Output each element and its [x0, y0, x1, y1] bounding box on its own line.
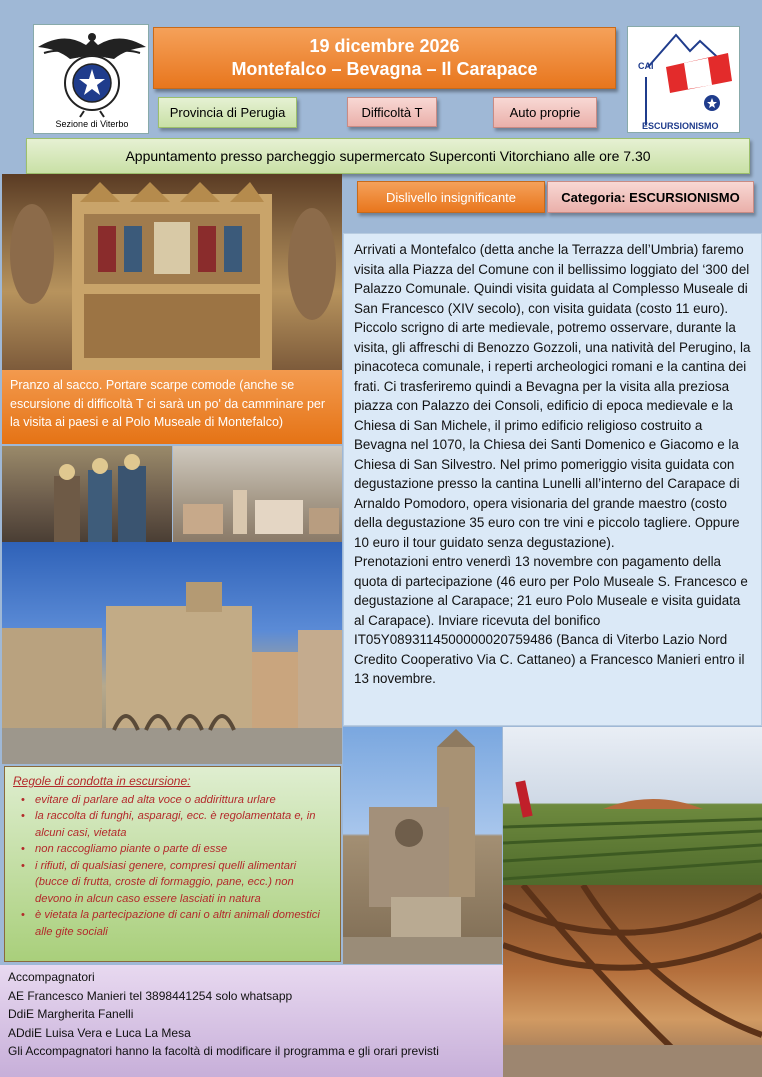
section-caption: Sezione di Viterbo — [55, 119, 129, 129]
event-date: 19 dicembre 2026 — [309, 36, 460, 56]
transport-tag: Auto proprie — [493, 97, 597, 128]
elevation-tag: Dislivello insignificante — [357, 181, 545, 213]
mountain-flag-icon — [628, 27, 741, 134]
guide-leader: AE Francesco Manieri tel 3898441254 solo whatsapp — [8, 988, 293, 1003]
rule-item: • i rifiuti, di qualsiasi genere, compresi quelli alimentari (bucce di frutta, croste di formaggio, pane, ecc.) non devono in alcun caso essere lasciati in natura — [25, 858, 332, 908]
guides-box — [0, 965, 503, 1077]
bevagna-church-photo — [343, 727, 502, 964]
program-paragraph: Arrivati a Montefalco (detta anche la Terrazza dell’Umbria) faremo visita alla Piazza del Comune con il bellissimo loggiato del ‘300 del Palazzo Comunale. Quindi visita guidata al Complesso Museale di San Francesco (XIV secolo), con visita guidata (costo 11 euro). Piccolo scrigno di arte medievale, potremo osservare, durante la visita, gli affreschi di Benozzo Gozzoli, una natività del Perugino, la pinacoteca comunale, i reperti archeologici romani e la cantina dei frati. Ci trasferiremo quindi a Bevagna per la visita alla preziosa piazza con Palazzo dei Consoli, edificio di epoca medievale e la Chiesa di San Michele, il primo edificio religioso costruito a Bevagna nel 1070, la Chiesa dei Santi Domenico e Giacomo e la Chiesa di San Silvestro. Nel primo pomeriggio visita guidata con degustazione presso la cantina Lunelli all’interno del Carapace di Arnaldo Pomodoro, opera visionaria del grande maestro (costo della degustazione 35 euro con tre vini e piccolo tagliere. Oppure 10 euro il tour guidato senza degustazione). — [354, 242, 751, 550]
fresco-altarpiece-photo — [2, 174, 342, 370]
difficulty-tag: Difficoltà T — [347, 97, 437, 127]
rule-item: • è vietata la partecipazione di cani o altri animali domestici alle gite sociali — [25, 907, 332, 940]
hilltown-photo — [173, 446, 342, 542]
conduct-rules-box — [4, 766, 341, 962]
cai-label: CAI — [638, 61, 654, 71]
rules-title: Regole di condotta in escursione: — [13, 774, 191, 788]
rule-item: • evitare di parlare ad alta voce o addirittura urlare — [25, 792, 332, 809]
booking-paragraph: Prenotazioni entro venerdì 13 novembre con pagamento della quota di partecipazione (46 euro per Polo Museale S. Francesco e degustazione al Carapace; 21 euro Polo Museale e visita guidata al Carapace). Inviare ricevuta del bonifico IT05Y0893114500000020759486 (Banca di Viterbo Lazio Nord Credito Cooperativo Via C. Cattaneo) a Francesco Manieri entro il 13 novembre. — [354, 554, 748, 686]
escursionismo-label: ESCURSIONISMO — [642, 121, 719, 131]
guides-title: Accompagnatori — [8, 970, 95, 984]
rules-list — [13, 792, 332, 941]
carapace-interior-photo — [503, 885, 762, 1077]
guide-assistants: ADdiE Luisa Vera e Luca La Mesa — [8, 1025, 191, 1040]
cai-viterbo-logo — [33, 24, 149, 134]
cai-escursionismo-logo — [627, 26, 740, 133]
carapace-winery-photo — [503, 727, 762, 885]
meeting-point-banner: Appuntamento presso parcheggio supermercato Superconti Vitorchiano alle ore 7.30 — [26, 138, 750, 174]
category-tag: Categoria: ESCURSIONISMO — [547, 181, 754, 213]
rule-item: • non raccogliamo piante o parte di esse — [25, 841, 332, 858]
province-tag: Provincia di Perugia — [158, 97, 297, 128]
lunch-note: Pranzo al sacco. Portare scarpe comode (anche se escursione di difficoltà T ci sarà un po' da camminare per la visita ai paesi e al Polo Museale di Montefalco) — [2, 370, 342, 444]
rule-item: • la raccolta di funghi, asparagi, ecc. è regolamentata e, in alcuni casi, vietata — [25, 808, 332, 841]
guide-assistant: DdiE Margherita Fanelli — [8, 1007, 134, 1021]
event-route: Montefalco – Bevagna – Il Carapace — [231, 59, 538, 79]
montefalco-piazza-photo — [2, 542, 342, 764]
title-banner — [153, 27, 616, 89]
guides-disclaimer: Gli Accompagnatori hanno la facoltà di modificare il programma e gli orari previsti — [8, 1044, 439, 1058]
fresco-saints-photo — [2, 446, 172, 542]
program-description — [343, 233, 762, 726]
